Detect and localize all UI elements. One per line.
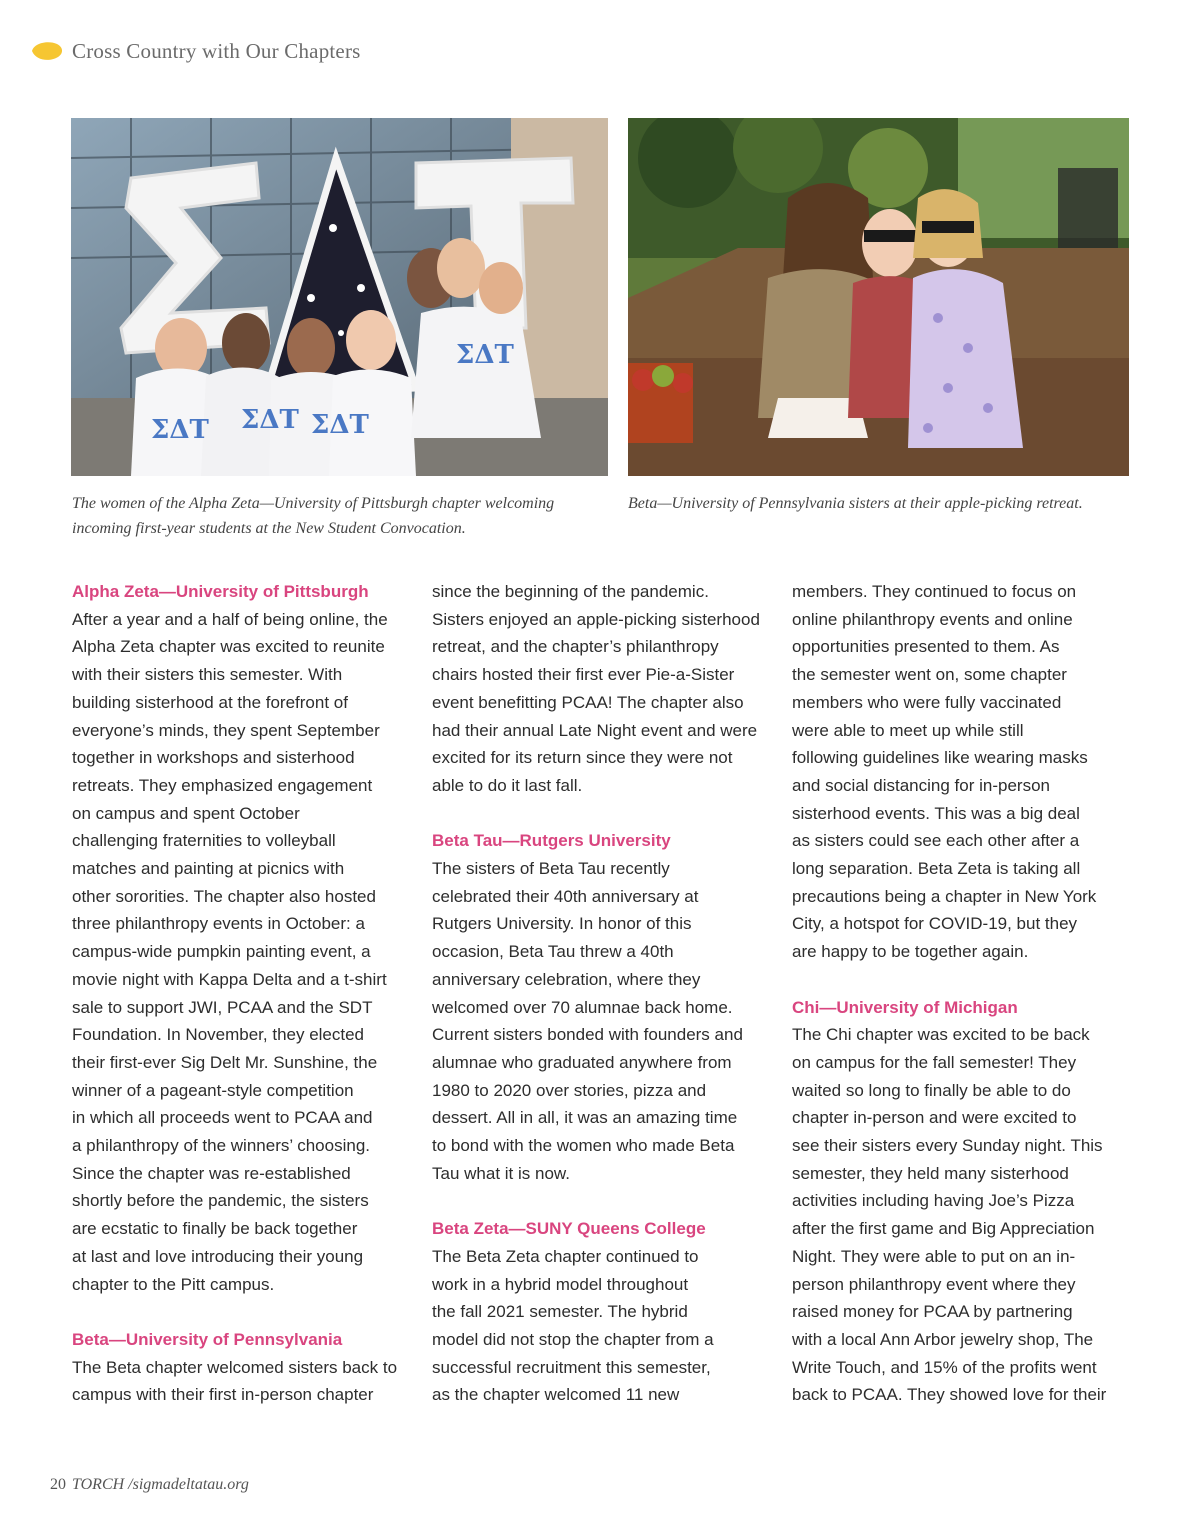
body-text-line: person philanthropy event where they (792, 1274, 1076, 1294)
body-text-line: The Beta chapter welcomed sisters back to (72, 1357, 398, 1377)
body-text-line: After a year and a half of being online, the (72, 609, 388, 629)
caption-left: The women of the Alpha Zeta—University of Pittsburgh chapter welcoming incoming first-year students at the New Student Convocation. (72, 495, 555, 537)
body-text-line: occasion, Beta Tau threw a 40th (432, 942, 674, 962)
body-text-line: excited for its return since they were not (432, 748, 733, 768)
body-text-line: sale to support JWI, PCAA and the SDT (72, 997, 373, 1017)
body-text-line: had their annual Late Night event and were (432, 720, 758, 740)
body-text-line: matches and painting at picnics with (72, 859, 345, 879)
body-text-line: Write Touch, and 15% of the profits went (792, 1357, 1097, 1377)
paragraph-gap (792, 966, 1137, 994)
body-text-line: anniversary celebration, where they (432, 969, 701, 989)
svg-text:ΣΔΤ: ΣΔΤ (456, 340, 514, 370)
body-text-line: 1980 to 2020 over stories, pizza and (432, 1080, 707, 1100)
body-text-line: everyone’s minds, they spent September (72, 720, 380, 740)
body-text-line: long separation. Beta Zeta is taking all (792, 859, 1081, 879)
body-text-line: retreat, and the chapter’s philanthropy (432, 637, 719, 657)
body-text-line: other sororities. The chapter also hosted (72, 886, 376, 906)
body-text-line: Current sisters bonded with founders and (432, 1025, 743, 1045)
text-column-3 (792, 578, 1137, 1409)
body-text-line: in which all proceeds went to PCAA and (72, 1108, 373, 1128)
body-text-line: The Chi chapter was excited to be back (792, 1025, 1090, 1045)
body-text-line: The sisters of Beta Tau recently (432, 859, 670, 879)
text-column-2 (432, 578, 777, 1409)
body-text-line: together in workshops and sisterhood (72, 748, 355, 768)
section-title: Cross Country with Our Chapters (72, 38, 361, 63)
body-text-line: successful recruitment this semester, (432, 1357, 711, 1377)
chapter-heading: Alpha Zeta—University of Pittsburgh (72, 582, 369, 601)
body-text-line: building sisterhood at the forefront of (72, 692, 348, 712)
body-text-line: activities including having Joe’s Pizza (792, 1191, 1075, 1211)
body-text-line: campus-wide pumpkin painting event, a (72, 942, 371, 962)
section-header (30, 37, 361, 65)
svg-text:ΣΔΤ: ΣΔΤ (241, 405, 299, 435)
body-text-line: a philanthropy of the winners’ choosing. (72, 1136, 370, 1156)
body-text-line: opportunities presented to them. As (792, 637, 1060, 657)
body-text-line: City, a hotspot for COVID-19, but they (792, 914, 1078, 934)
body-text-line: alumnae who graduated anywhere from (432, 1052, 732, 1072)
chapter-heading: Chi—University of Michigan (792, 997, 1018, 1017)
body-text-line: online philanthropy events and online (792, 609, 1073, 629)
body-text-line: welcomed over 70 alumnae back home. (432, 997, 733, 1017)
body-text-line: chapter to the Pitt campus. (72, 1274, 275, 1294)
chapter-heading: Beta—University of Pennsylvania (72, 1329, 343, 1349)
page-footer (50, 1476, 249, 1494)
body-text-line: back to PCAA. They showed love for their (792, 1385, 1107, 1405)
yellow-blob-icon (30, 40, 64, 62)
body-text-line: as the chapter welcomed 11 new (432, 1385, 680, 1405)
body-text-line: three philanthropy events in October: a (72, 914, 365, 934)
svg-text:ΣΔΤ: ΣΔΤ (151, 415, 209, 445)
body-text-line: are ecstatic to finally be back together (72, 1219, 358, 1239)
body-text-line: able to do it last fall. (432, 775, 583, 795)
svg-text:ΣΔΤ: ΣΔΤ (311, 410, 369, 440)
publication-name: TORCH /sigmadeltatau.org (72, 1476, 249, 1493)
body-text-line: model did not stop the chapter from a (432, 1329, 714, 1349)
body-text-line: shortly before the pandemic, the sisters (72, 1191, 369, 1211)
paragraph-gap (72, 1298, 417, 1326)
body-text-line: Foundation. In November, they elected (72, 1025, 365, 1045)
body-text-line: their first-ever Sig Delt Mr. Sunshine, the (72, 1052, 378, 1072)
body-text-line: Sisters enjoyed an apple-picking sisterhood (432, 609, 760, 629)
body-text-line: sisterhood events. This was a big deal (792, 803, 1080, 823)
body-text-line: movie night with Kappa Delta and a t-shirt (72, 969, 387, 989)
body-text-line: with their sisters this semester. With (72, 665, 343, 685)
chapter-heading: Beta Tau—Rutgers University (432, 831, 671, 851)
body-text-line: chapter in-person and were excited to (792, 1108, 1077, 1128)
body-text-line: after the first game and Big Appreciation (792, 1219, 1095, 1239)
body-text-line: at last and love introducing their young (72, 1246, 364, 1266)
body-text-line: raised money for PCAA by partnering (792, 1302, 1073, 1322)
body-text-line: work in a hybrid model throughout (432, 1274, 689, 1294)
body-text-line: chairs hosted their first ever Pie-a-Sister (432, 665, 735, 685)
photo-beta-apple-picking (628, 118, 1129, 476)
body-text-line: Rutgers University. In honor of this (432, 914, 692, 934)
body-text-line: winner of a pageant-style competition (72, 1080, 354, 1100)
body-text-line: following guidelines like wearing masks (792, 748, 1088, 768)
body-text-line: see their sisters every Sunday night. This (792, 1136, 1103, 1156)
body-text-line: Night. They were able to put on an in- (792, 1246, 1076, 1266)
body-text-line: Since the chapter was re-established (72, 1163, 351, 1183)
body-text-line: event benefitting PCAA! The chapter also (432, 692, 744, 712)
body-text-line: precautions being a chapter in New York (792, 886, 1097, 906)
body-text-line: campus with their first in-person chapter (72, 1385, 374, 1405)
body-text-line: to bond with the women who made Beta (432, 1136, 735, 1156)
body-text-line: are happy to be together again. (792, 942, 1029, 962)
page-number: 20 (50, 1476, 66, 1493)
chapter-heading: Beta Zeta—SUNY Queens College (432, 1219, 706, 1239)
body-text-line: challenging fraternities to volleyball (72, 831, 336, 851)
body-text-line: waited so long to finally be able to do (792, 1080, 1071, 1100)
body-text-line: the fall 2021 semester. The hybrid (432, 1302, 688, 1322)
body-text-line: as sisters could see each other after a (792, 831, 1080, 851)
body-text-line: and social distancing for in-person (792, 775, 1050, 795)
body-text-line: retreats. They emphasized engagement (72, 775, 373, 795)
paragraph-gap (432, 800, 777, 828)
body-text-line: on campus for the fall semester! They (792, 1052, 1077, 1072)
body-text-line: members who were fully vaccinated (792, 692, 1062, 712)
photo-alpha-zeta-group (71, 118, 608, 476)
text-column-1 (72, 578, 417, 1409)
caption-right: Beta—University of Pennsylvania sisters at their apple-picking retreat. (628, 495, 1083, 512)
body-text-line: on campus and spent October (72, 803, 300, 823)
body-text-line: The Beta Zeta chapter continued to (432, 1246, 699, 1266)
body-text-line: members. They continued to focus on (792, 582, 1077, 601)
body-text-line: dessert. All in all, it was an amazing time (432, 1108, 738, 1128)
body-text-line: the semester went on, some chapter (792, 665, 1067, 685)
body-text-line: since the beginning of the pandemic. (432, 582, 709, 601)
body-text-line: Tau what it is now. (432, 1163, 570, 1183)
body-text-line: with a local Ann Arbor jewelry shop, The (792, 1329, 1094, 1349)
body-text-line: celebrated their 40th anniversary at (432, 886, 699, 906)
paragraph-gap (432, 1187, 777, 1215)
body-text-line: semester, they held many sisterhood (792, 1163, 1069, 1183)
body-text-line: were able to meet up while still (792, 720, 1024, 740)
body-text-line: Alpha Zeta chapter was excited to reunite (72, 637, 385, 657)
